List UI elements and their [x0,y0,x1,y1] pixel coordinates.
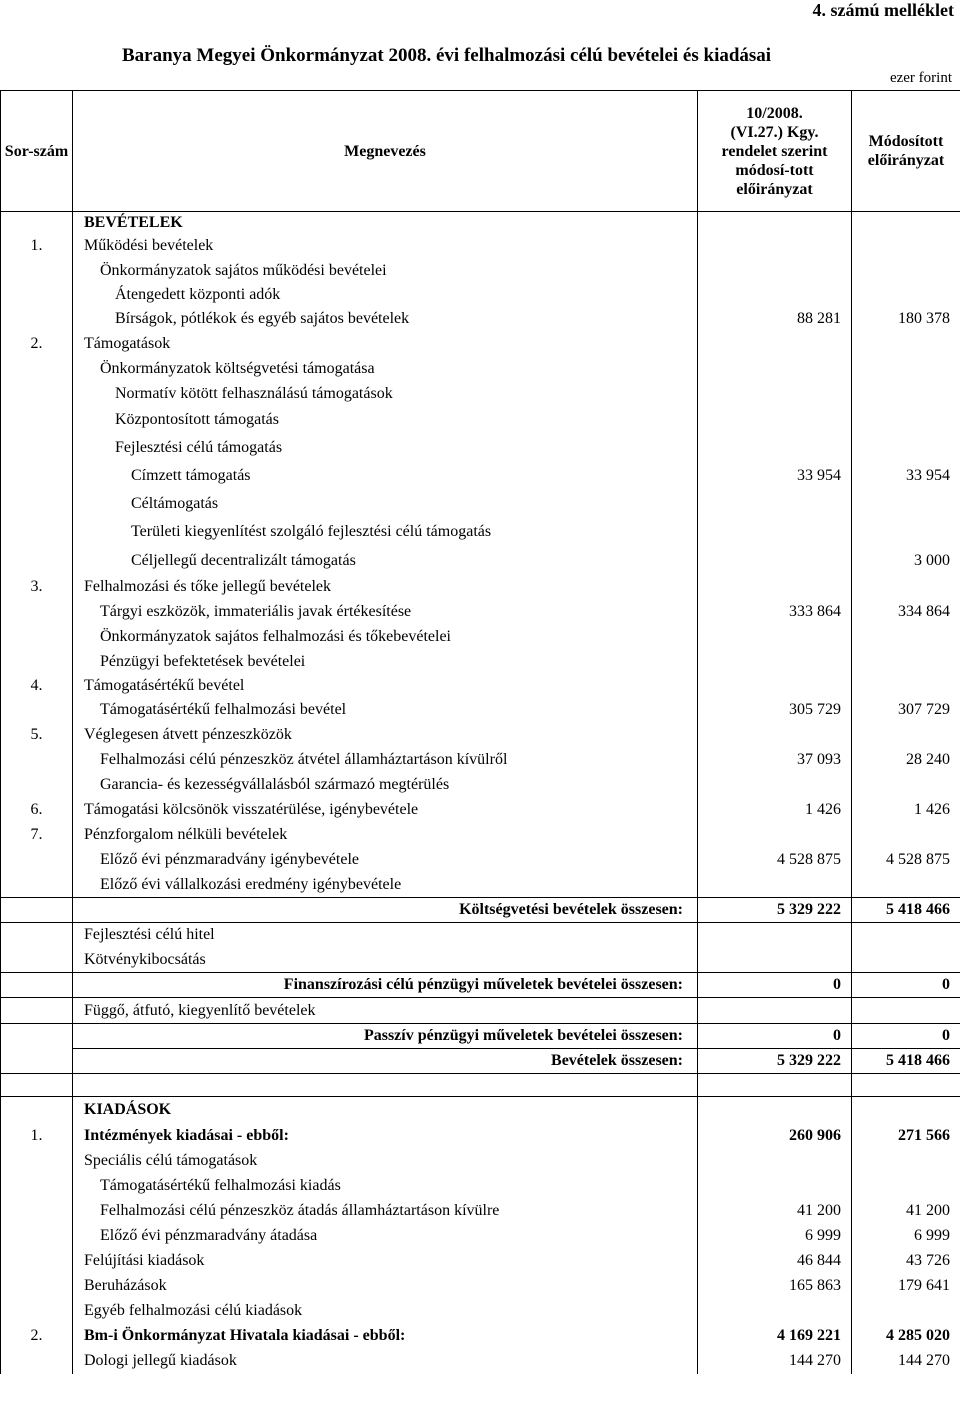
revenue-row [1,625,960,650]
modified-budget-value [852,873,960,898]
revenue-row [1,823,960,848]
financing-total-label: Finanszírozási célú pénzügyi műveletek bevételei összesen: [73,973,698,998]
header-no: Sor-szám [1,91,73,212]
original-budget-value: 41 200 [698,1199,852,1224]
revenue-row [1,332,960,357]
revenue-grand-total-label: Bevételek összesen: [73,1049,698,1074]
spacer-cell [698,1074,852,1097]
row-label: Felhalmozási célú pénzeszköz átadás államháztartáson kívülre [73,1199,698,1224]
expense-row [1,1149,960,1174]
row-number [1,848,73,873]
original-budget-value [698,283,852,307]
budget-total-original: 5 329 222 [698,898,852,923]
unit-label: ezer forint [889,70,952,86]
revenue-row [1,674,960,698]
expense-row [1,1097,960,1123]
row-label: Támogatásértékű felhalmozási kiadás [73,1174,698,1199]
modified-budget-value: 334 864 [852,600,960,625]
modified-budget-value [852,625,960,650]
row-label: Önkormányzatok sajátos működési bevételei [73,259,698,283]
revenue-row [1,234,960,259]
row-label: Egyéb felhalmozási célú kiadások [73,1299,698,1324]
row-number: 3. [1,575,73,600]
row-label: Céltámogatás [73,490,698,518]
row-number [1,1024,73,1049]
original-budget-value: 6 999 [698,1224,852,1249]
expense-row [1,1123,960,1149]
original-budget-value [698,212,852,234]
header-original-budget: 10/2008. (VI.27.) Kgy. rendelet szerint módosí-tott előirányzat [698,91,852,212]
row-label: Intézmények kiadásai - ebből: [73,1123,698,1149]
original-budget-value: 33 954 [698,462,852,490]
header-row [1,91,960,212]
revenue-row [1,698,960,723]
revenue-grand-total-original: 5 329 222 [698,1049,852,1074]
modified-budget-value: 307 729 [852,698,960,723]
modified-budget-value [852,382,960,407]
spacer-row [1,1074,960,1097]
row-number: 2. [1,332,73,357]
original-budget-value [698,490,852,518]
modified-budget-value [852,998,960,1024]
modified-budget-value: 6 999 [852,1224,960,1249]
dev-loan [1,923,960,948]
modified-budget-value [852,923,960,948]
budget-total [1,898,960,923]
row-number [1,1199,73,1224]
revenue-row [1,748,960,773]
header-modified-budget: Módosított előirányzat [852,91,960,212]
pending [1,998,960,1024]
row-label: Céljellegű decentralizált támogatás [73,547,698,575]
modified-budget-value [852,723,960,748]
expense-row [1,1299,960,1324]
annex-label: 4. számú melléklet [812,0,954,20]
modified-budget-value [852,434,960,462]
row-label: Átengedett központi adók [73,283,698,307]
modified-budget-value: 33 954 [852,462,960,490]
modified-budget-value: 28 240 [852,748,960,773]
original-budget-value [698,1299,852,1324]
row-number [1,382,73,407]
spacer-cell [1,1074,73,1097]
modified-budget-value: 4 285 020 [852,1324,960,1349]
original-budget-value: 4 169 221 [698,1324,852,1349]
original-budget-value: 4 528 875 [698,848,852,873]
expense-row [1,1274,960,1299]
modified-budget-value [852,773,960,798]
revenue-grand-total [1,1049,960,1074]
header-name: Megnevezés [73,91,698,212]
row-label: Működési bevételek [73,234,698,259]
dev-loan-label: Fejlesztési célú hitel [73,923,698,948]
row-number [1,307,73,332]
revenue-row [1,798,960,823]
expense-row [1,1224,960,1249]
original-budget-value [698,357,852,382]
original-budget-value [698,332,852,357]
original-budget-value: 37 093 [698,748,852,773]
original-budget-value [698,1174,852,1199]
original-budget-value [698,873,852,898]
expense-row [1,1349,960,1374]
row-number [1,773,73,798]
original-budget-value [698,575,852,600]
row-label: Támogatási kölcsönök visszatérülése, igénybevétele [73,798,698,823]
passive-total-label: Passzív pénzügyi műveletek bevételei összesen: [73,1024,698,1049]
financing-total-original: 0 [698,973,852,998]
modified-budget-value [852,490,960,518]
modified-budget-value [852,674,960,698]
revenue-row [1,259,960,283]
row-number [1,518,73,547]
original-budget-value: 144 270 [698,1349,852,1374]
original-budget-value: 333 864 [698,600,852,625]
revenue-row [1,382,960,407]
modified-budget-value [852,1174,960,1199]
document-title: Baranya Megyei Önkormányzat 2008. évi felhalmozási célú bevételei és kiadásai [122,45,772,66]
budget-total-modified: 5 418 466 [852,898,960,923]
row-number [1,434,73,462]
row-label: Önkormányzatok költségvetési támogatása [73,357,698,382]
passive-total-original: 0 [698,1024,852,1049]
original-budget-value [698,650,852,674]
row-number [1,973,73,998]
budget-total-label: Költségvetési bevételek összesen: [73,898,698,923]
original-budget-value [698,674,852,698]
modified-budget-value [852,407,960,434]
row-number [1,490,73,518]
row-number: 1. [1,1123,73,1149]
expense-row [1,1199,960,1224]
bond [1,948,960,973]
modified-budget-value [852,332,960,357]
financing-total [1,973,960,998]
row-number [1,873,73,898]
revenue-row [1,490,960,518]
row-number [1,998,73,1024]
row-number [1,283,73,307]
expense-row [1,1249,960,1274]
row-number [1,1049,73,1074]
pending-label: Függő, átfutó, kiegyenlítő bevételek [73,998,698,1024]
original-budget-value: 165 863 [698,1274,852,1299]
original-budget-value [698,948,852,973]
revenue-row [1,357,960,382]
revenue-row [1,307,960,332]
original-budget-value [698,1149,852,1174]
row-number: 5. [1,723,73,748]
spacer-cell [852,1074,960,1097]
row-label: KIADÁSOK [73,1097,698,1123]
row-label: Felújítási kiadások [73,1249,698,1274]
row-number [1,1349,73,1374]
modified-budget-value [852,650,960,674]
row-number [1,1174,73,1199]
row-number [1,1224,73,1249]
row-number [1,1299,73,1324]
modified-budget-value [852,259,960,283]
modified-budget-value: 4 528 875 [852,848,960,873]
row-number [1,923,73,948]
row-label: BEVÉTELEK [73,212,698,234]
revenue-row [1,873,960,898]
passive-total-modified: 0 [852,1024,960,1049]
original-budget-value: 260 906 [698,1123,852,1149]
row-label: Felhalmozási és tőke jellegű bevételek [73,575,698,600]
row-number: 7. [1,823,73,848]
original-budget-value: 88 281 [698,307,852,332]
row-label: Területi kiegyenlítést szolgáló fejlesztési célú támogatás [73,518,698,547]
row-number: 1. [1,234,73,259]
row-number [1,748,73,773]
row-label: Támogatásértékű bevétel [73,674,698,698]
original-budget-value [698,923,852,948]
original-budget-value: 1 426 [698,798,852,823]
revenue-row [1,434,960,462]
modified-budget-value [852,518,960,547]
original-budget-value: 305 729 [698,698,852,723]
row-number: 4. [1,674,73,698]
original-budget-value [698,998,852,1024]
row-label: Pénzügyi befektetések bevételei [73,650,698,674]
original-budget-value [698,625,852,650]
row-label: Véglegesen átvett pénzeszközök [73,723,698,748]
original-budget-value [698,259,852,283]
revenue-row [1,600,960,625]
row-number [1,1249,73,1274]
row-label: Dologi jellegű kiadások [73,1349,698,1374]
modified-budget-value: 1 426 [852,798,960,823]
row-label: Támogatások [73,332,698,357]
original-budget-value [698,382,852,407]
modified-budget-value [852,948,960,973]
row-number [1,948,73,973]
row-label: Garancia- és kezességvállalásból származó megtérülés [73,773,698,798]
revenue-row [1,212,960,234]
modified-budget-value [852,1149,960,1174]
revenue-row [1,518,960,547]
passive-total [1,1024,960,1049]
row-number [1,1097,73,1123]
row-label: Önkormányzatok sajátos felhalmozási és tőkebevételei [73,625,698,650]
row-number [1,898,73,923]
original-budget-value [698,434,852,462]
row-label: Bírságok, pótlékok és egyéb sajátos bevételek [73,307,698,332]
modified-budget-value: 271 566 [852,1123,960,1149]
original-budget-value [698,723,852,748]
financing-total-modified: 0 [852,973,960,998]
revenue-row [1,723,960,748]
row-label: Fejlesztési célú támogatás [73,434,698,462]
row-label: Speciális célú támogatások [73,1149,698,1174]
row-label: Központosított támogatás [73,407,698,434]
row-number [1,625,73,650]
revenue-row [1,575,960,600]
modified-budget-value [852,1097,960,1123]
revenue-row [1,283,960,307]
original-budget-value [698,1097,852,1123]
row-label: Címzett támogatás [73,462,698,490]
modified-budget-value: 43 726 [852,1249,960,1274]
row-number [1,1274,73,1299]
revenue-row [1,547,960,575]
row-number [1,357,73,382]
revenue-grand-total-modified: 5 418 466 [852,1049,960,1074]
original-budget-value: 46 844 [698,1249,852,1274]
row-number [1,547,73,575]
row-number [1,650,73,674]
modified-budget-value [852,575,960,600]
row-label: Előző évi vállalkozási eredmény igénybevétele [73,873,698,898]
modified-budget-value [852,283,960,307]
modified-budget-value: 180 378 [852,307,960,332]
revenue-row [1,407,960,434]
row-label: Előző évi pénzmaradvány igénybevétele [73,848,698,873]
row-number [1,259,73,283]
row-label: Támogatásértékű felhalmozási bevétel [73,698,698,723]
row-number: 2. [1,1324,73,1349]
row-number [1,600,73,625]
modified-budget-value: 3 000 [852,547,960,575]
revenue-row [1,773,960,798]
modified-budget-value: 144 270 [852,1349,960,1374]
original-budget-value [698,773,852,798]
row-number: 6. [1,798,73,823]
row-label: Előző évi pénzmaradvány átadása [73,1224,698,1249]
original-budget-value [698,518,852,547]
expense-row [1,1324,960,1349]
modified-budget-value [852,357,960,382]
modified-budget-value [852,823,960,848]
original-budget-value [698,547,852,575]
row-number [1,1149,73,1174]
row-number [1,407,73,434]
budget-table [0,90,960,1374]
row-label: Felhalmozási célú pénzeszköz átvétel államháztartáson kívülről [73,748,698,773]
original-budget-value [698,234,852,259]
modified-budget-value: 41 200 [852,1199,960,1224]
modified-budget-value: 179 641 [852,1274,960,1299]
original-budget-value [698,407,852,434]
expense-row [1,1174,960,1199]
row-label: Tárgyi eszközök, immateriális javak értékesítése [73,600,698,625]
spacer-cell [73,1074,698,1097]
row-number [1,462,73,490]
revenue-row [1,462,960,490]
modified-budget-value [852,212,960,234]
modified-budget-value [852,234,960,259]
row-number [1,698,73,723]
row-number [1,212,73,234]
revenue-row [1,650,960,674]
row-label: Bm-i Önkormányzat Hivatala kiadásai - ebből: [73,1324,698,1349]
modified-budget-value [852,1299,960,1324]
bond-label: Kötvénykibocsátás [73,948,698,973]
revenue-row [1,848,960,873]
row-label: Pénzforgalom nélküli bevételek [73,823,698,848]
row-label: Normatív kötött felhasználású támogatások [73,382,698,407]
row-label: Beruházások [73,1274,698,1299]
original-budget-value [698,823,852,848]
